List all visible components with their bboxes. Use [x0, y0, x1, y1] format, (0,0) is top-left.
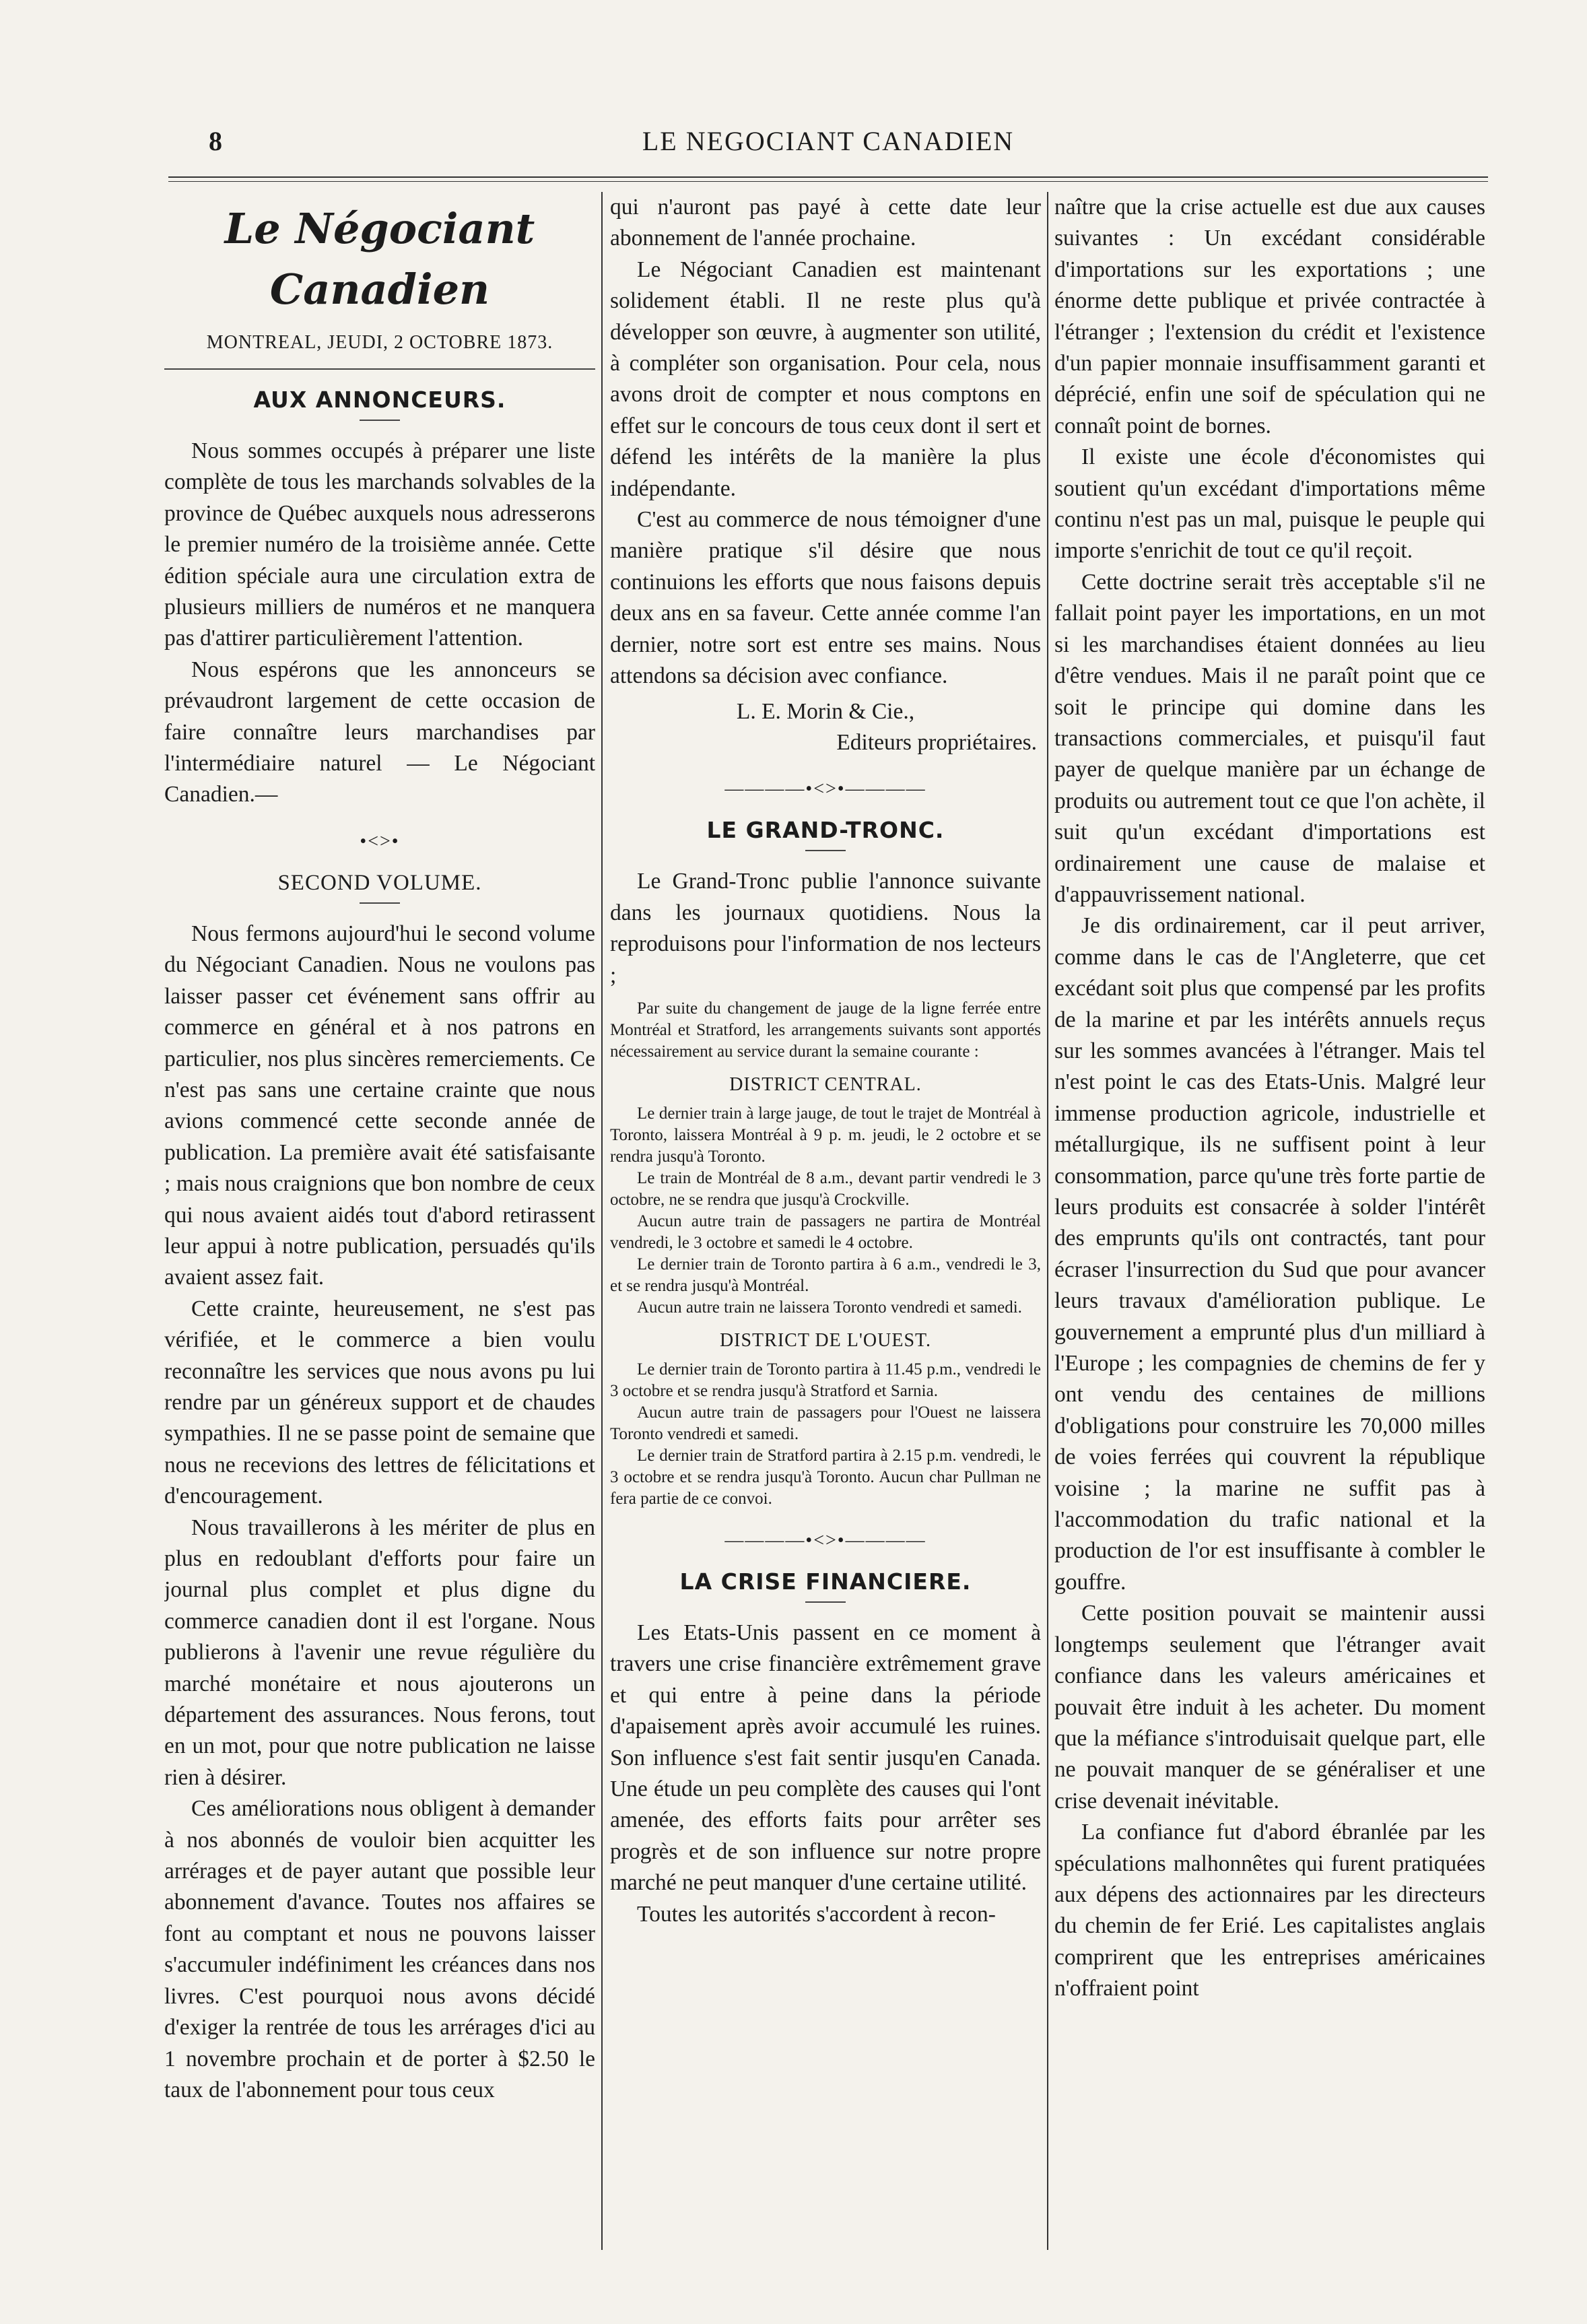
paragraph: Cette crainte, heureusement, ne s'est pas vérifiée, et le commerce a bien voulu reconnaître les services que nous avons pu lui rendre par un généreux support et de chaudes sympathies. Il ne se passe point de semaine que nous ne recevions des lettres de félicitations et d'encouragement.: [164, 1296, 595, 1509]
notice-text: Le train de Montréal de 8 a.m., devant partir vendredi le 3 octobre, ne se rendra que jusqu'à Crockville.: [610, 1168, 1041, 1209]
notice-text: Le dernier train de Toronto partira à 11.45 p.m., vendredi le 3 octobre et se rendra jusqu'à Stratford et Sarnia.: [610, 1360, 1041, 1400]
column-divider: [601, 192, 603, 2250]
header-rule: [168, 176, 1488, 182]
subheading-district-central: DISTRICT CENTRAL.: [729, 1073, 922, 1095]
notice-text: Le dernier train de Toronto partira à 6 a.m., vendredi le 3, et se rendra jusqu'à Montréal.: [610, 1255, 1041, 1295]
divider: [164, 368, 595, 370]
paragraph: naître que la crise actuelle est due aux causes suivantes : Un excédant considérable d'importations sur les exportations ; une énorme dette publique et privée contractée à l'étranger ; l'extension du crédit et l'existence d'un papier monnaie insuffisamment garanti et déprécié, enfin une soif de spéculation qui ne connaît point de bornes.: [1054, 195, 1485, 438]
paragraph: Les Etats-Unis passent en ce moment à travers une crise financière extrêmement grave et qui entre à peine dans la période d'apaisement après avoir accumulé les ruines. Son influence s'est fait sentir jusqu'en Canada. Une étude un peu complète des causes qui l'ont amenée, des efforts faits pour arrêter ses progrès et de son influence sur notre propre marché ne peut manquer d'une certaine utilité.: [610, 1620, 1041, 1896]
paragraph: Il existe une école d'économistes qui soutient qu'un excédant d'importations même continu n'est pas un mal, puisque le peuple qui importe s'enrichit de tout ce qu'il reçoit.: [1054, 444, 1485, 564]
paragraph: Nous travaillerons à les mériter de plus en plus en redoublant d'efforts pour faire un journal plus complet et plus digne du commerce canadien dont il est l'organe. Nous publierons à l'avenir une revue régulière du marché monétaire et nous ajouterons un département des assurances. Nous ferons, tout en un mot, pour que notre publication ne laisse rien à désirer.: [164, 1515, 595, 1790]
notice-text: Le dernier train à large jauge, de tout le trajet de Montréal à Toronto, laissera Montréal à 9 p. m. jeudi, le 2 octobre et se rendra jusqu'à Toronto.: [610, 1104, 1041, 1166]
paper-name: LE NEGOCIANT CANADIEN: [642, 126, 1015, 156]
paragraph: C'est au commerce de nous témoigner d'une manière pratique s'il désire que nous continuions les efforts que nous faisons depuis deux ans en sa faveur. Cette année comme l'an dernier, notre sort est entre ses mains. Nous attendons sa décision avec confiance.: [610, 507, 1041, 689]
signature-role: Editeurs propriétaires.: [836, 729, 1037, 755]
dateline: MONTREAL, JEUDI, 2 OCTOBRE 1873.: [206, 332, 553, 353]
running-head: [168, 125, 1488, 166]
paragraph: Toutes les autorités s'accordent à recon-: [637, 1901, 996, 1927]
signature-publisher: L. E. Morin & Cie.,: [736, 698, 915, 724]
paragraph: Cette position pouvait se maintenir aussi longtemps seulement que l'étranger avait confiance dans les valeurs américaines et pouvait être induit à les acheter. Du moment que la méfiance s'introduisait quelque part, elle ne pouvait manquer de se généraliser et une crise devenait inévitable.: [1054, 1601, 1485, 1814]
paragraph: La confiance fut d'abord ébranlée par les spéculations malhonnêtes qui furent pratiquées aux dépens des actionnaires par les directeurs du chemin de fer Erié. Les capitalistes anglais comprirent que les entreprises américaines n'offraient point: [1054, 1820, 1485, 2001]
paragraph: Le Négociant Canadien est maintenant solidement établi. Il ne reste plus qu'à développer son œuvre, à augmenter son utilité, à compléter son organisation. Pour cela, nous avons droit de compter et nous comptons en effet sur le concours de tous ceux dont il sert et défend les intérêts de la manière la plus indépendante.: [610, 257, 1041, 501]
paragraph: Je dis ordinairement, car il peut arriver, comme dans le cas de l'Angleterre, que cet excédant soit plus que compensé par les profits de la marine et par les intérêts annuels reçus sur les sommes avancées à l'étranger. Mais tel n'est point le cas des Etats-Unis. Malgré leur immense production agricole, industrielle et métallurgique, ils ne suffisent point à leur consommation, parce qu'une très forte partie de leurs produits est consacrée à solder l'intérêt des emprunts qu'ils ont contractés, tant pour écraser l'insurrection du Sud que pour avancer leurs travaux d'amélioration publique. Le gouvernement a emprunté plus d'un milliard à l'Europe ; les compagnies de chemins de fer y ont vendu des centaines de millions d'obligations pour construire les 70,000 milles de voies ferrées qui couvrent la république voisine ; la marine ne suffit pas à l'accommodation du trafic national et la production de l'or est insuffisante à combler le gouffre.: [1054, 913, 1485, 1595]
page-number: 8: [209, 126, 222, 156]
paragraph: Nous sommes occupés à préparer une liste complète de tous les marchands solvables de la province de Québec auxquels nous adresserons le premier numéro de la troisième année. Cette édition spéciale aura une circulation extra de plusieurs milliers de numéros et ne manquera pas d'attirer particulièrement l'attention.: [164, 438, 595, 651]
paragraph: Nous fermons aujourd'hui le second volume du Négociant Canadien. Nous ne voulons pas laisser passer cet événement sans offrir au commerce en général et à nos patrons en particulier, nos plus sincères remerciements. Ce n'est pas sans une certaine crainte que nous avions commencé cette seconde année de publication. La première avait été satisfaisante ; mais nous craignions que bon nombre de ceux qui nous avaient aidés tout d'abord retirassent leur appui à notre publication, persuadés qu'ils avaient assez fait.: [164, 921, 595, 1290]
notice-text: Aucun autre train de passagers pour l'Ouest ne laissera Toronto vendredi et samedi.: [610, 1403, 1041, 1443]
ornament: ————•<>•————: [724, 778, 926, 800]
ornament: ————•<>•————: [724, 1529, 926, 1551]
notice-text: Par suite du changement de jauge de la ligne ferrée entre Montréal et Stratford, les arrangements suivants sont apportés nécessairement au service durant la semaine courante :: [610, 999, 1041, 1061]
divider: [805, 1601, 846, 1603]
column-divider: [1047, 192, 1048, 2250]
notice-text: Aucun autre train de passagers ne partira de Montréal vendredi, le 3 octobre et samedi le 4 octobre.: [610, 1211, 1041, 1252]
article-heading-annonceurs: AUX ANNONCEURS.: [253, 387, 506, 413]
ornament: •<>•: [360, 830, 400, 852]
article-heading-grand-tronc: LE GRAND-TRONC.: [706, 817, 945, 844]
subheading-district-ouest: DISTRICT DE L'OUEST.: [719, 1329, 932, 1351]
column-1: [164, 192, 595, 2250]
column-3: [1054, 192, 1485, 2250]
paragraph: Cette doctrine serait très acceptable s'il ne fallait point payer les importations, en un mot si les marchandises étaient données au lieu d'être vendues. Mais il ne paraît point que ce soit le principe qui domine dans les transactions commerciales, et puisqu'il faut payer de quelque manière par un échange de produits ou autrement tout ce que l'on achète, il suit qu'un excédant d'importations est ordinairement une cause de malaise et d'appauvrissement national.: [1054, 569, 1485, 907]
paragraph: Ces améliorations nous obligent à demander à nos abonnés de vouloir bien acquitter les arrérages et de payer autant que possible leur abonnement d'avance. Toutes nos affaires se font au comptant et nous ne pouvons laisser s'accumuler indéfiniment les créances dans nos livres. C'est pourquoi nous avons décidé d'exiger la rentrée de tous les arrérages d'ici au 1 novembre prochain et de porter à $2.50 le taux de l'abonnement pour tous ceux: [164, 1796, 595, 2102]
paragraph: qui n'auront pas payé à cette date leur abonnement de l'année prochaine.: [610, 195, 1041, 251]
column-2: [610, 192, 1041, 2250]
masthead: Le Négociant Canadien: [224, 204, 535, 314]
article-heading-crise-financiere: LA CRISE FINANCIERE.: [679, 1568, 972, 1595]
article-heading-second-volume: SECOND VOLUME.: [277, 870, 482, 895]
notice-text: Aucun autre train ne laissera Toronto vendredi et samedi.: [637, 1298, 1022, 1317]
divider: [805, 850, 846, 851]
notice-text: Le dernier train de Stratford partira à 2.15 p.m. vendredi, le 3 octobre et se rendra jusqu'à Toronto. Aucun char Pullman ne fera partie de ce convoi.: [610, 1446, 1041, 1508]
paragraph: Nous espérons que les annonceurs se prévaudront largement de cette occasion de faire connaître leurs marchandises par l'intermédiaire naturel — Le Négociant Canadien.—: [164, 657, 595, 807]
divider: [360, 902, 400, 904]
divider: [360, 420, 400, 421]
paragraph: Le Grand-Tronc publie l'annonce suivante dans les journaux quotidiens. Nous la reproduisons pour l'information de nos lecteurs ;: [610, 869, 1041, 988]
railway-notice: [610, 998, 1041, 1510]
